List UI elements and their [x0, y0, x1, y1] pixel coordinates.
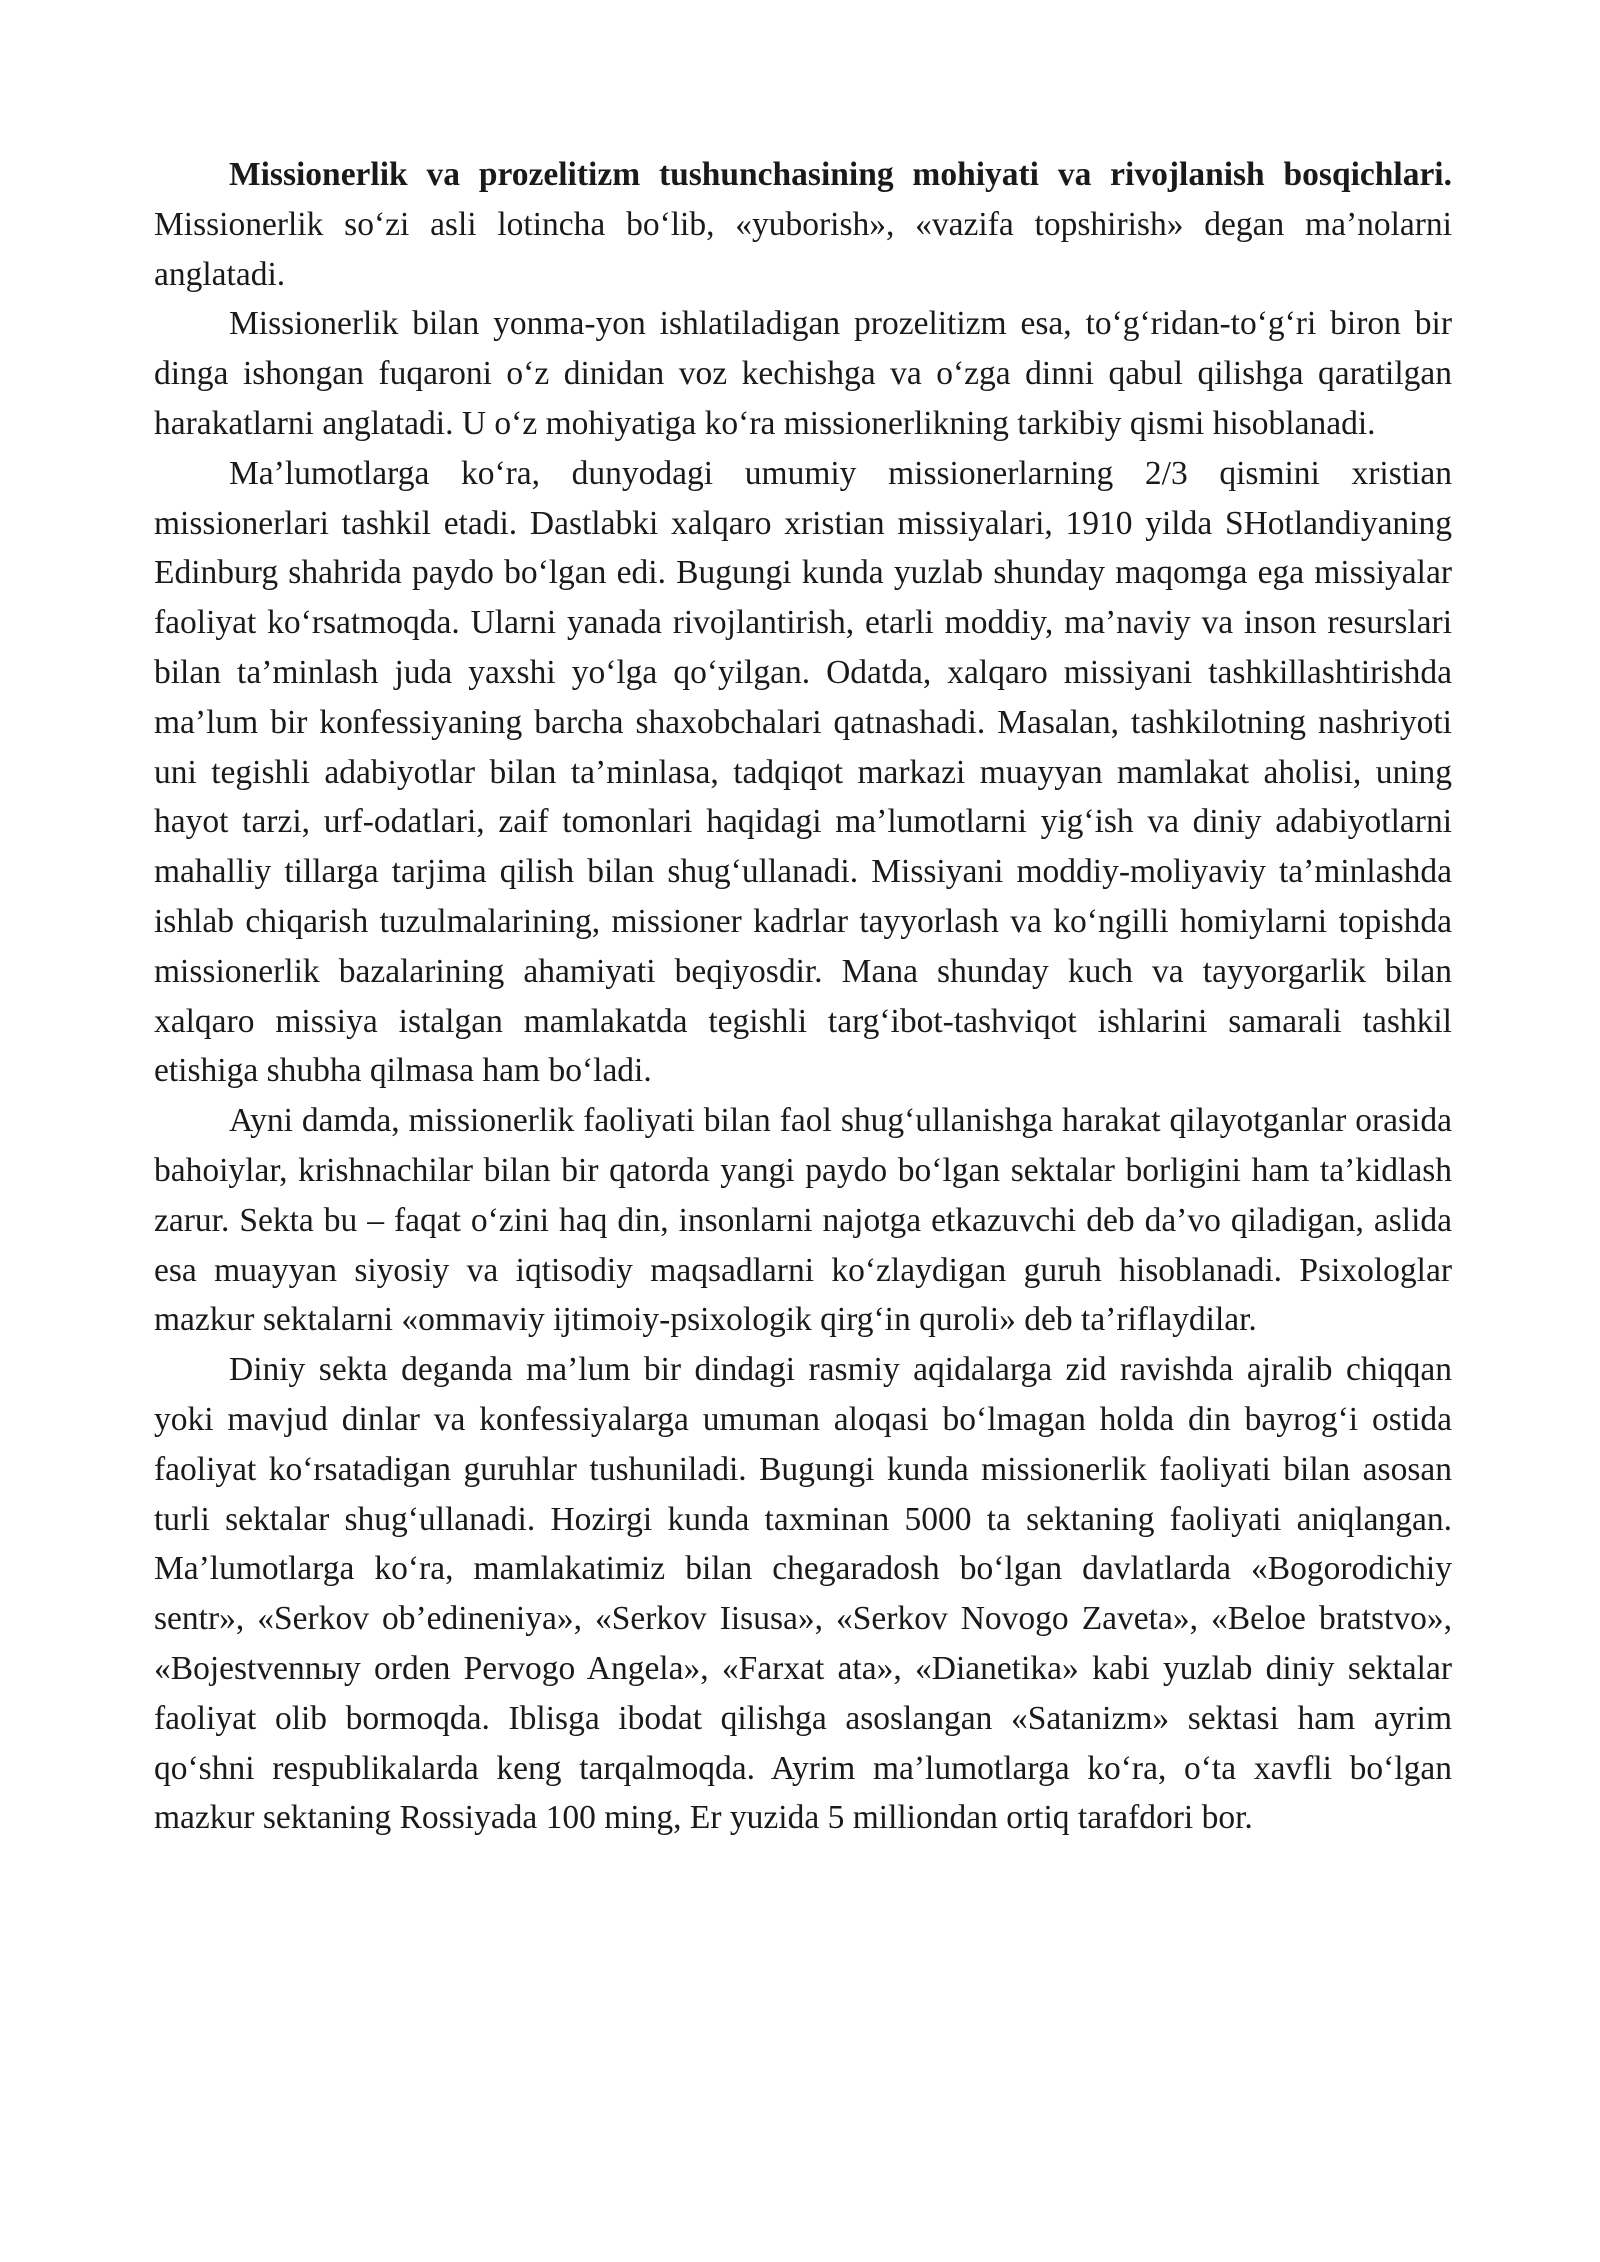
paragraph-1: [154, 150, 1452, 299]
paragraph-3: Ma’lumotlarga ko‘ra, dunyodagi umumiy missionerlarning 2/3 qismini xristian missionerlari tashkil etadi. Dastlabki xalqaro xristian missiyalari, 1910 yilda SHotlandiyaning Edinburg shahrida paydo bo‘lgan edi. Bugungi kunda yuzlab shunday maqomga ega missiyalar faoliyat ko‘rsatmoqda. Ularni yanada rivojlantirish, etarli moddiy, ma’naviy va inson resurslari bilan ta’minlash juda yaxshi yo‘lga qo‘yilgan. Odatda, xalqaro missiyani tashkillashtirishda ma’lum bir konfessiyaning barcha shaxobchalari qatnashadi. Masalan, tashkilotning nashriyoti uni tegishli adabiyotlar bilan ta’minlasa, tadqiqot markazi muayyan mamlakat aholisi, uning hayot tarzi, urf-odatlari, zaif tomonlari haqidagi ma’lumotlarni yig‘ish va diniy adabiyotlarni mahalliy tillarga tarjima qilish bilan shug‘ullanadi. Missiyani moddiy-moliyaviy ta’minlashda ishlab chiqarish tuzulmalarining, missioner kadrlar tayyorlash va ko‘ngilli homiylarni topishda missionerlik bazalarining ahamiyati beqiyosdir. Mana shunday kuch va tayyorgarlik bilan xalqaro missiya istalgan mamlakatda tegishli targ‘ibot-tashviqot ishlarini samarali tashkil etishiga shubha qilmasa ham bo‘ladi.: [154, 454, 1452, 1090]
paragraph-1-text: Missionerlik so‘zi asli lotincha bo‘lib, «yuborish», «vazifa topshirish» degan ma’nolarni anglatadi.: [154, 205, 1452, 293]
paragraph-5: Diniy sekta deganda ma’lum bir dindagi rasmiy aqidalarga zid ravishda ajralib chiqqan yoki mavjud dinlar va konfessiyalarga umuman aloqasi bo‘lmagan holda din bayrog‘i ostida faoliyat ko‘rsatadigan guruhlar tushuniladi. Bugungi kunda missionerlik faoliyati bilan asosan turli sektalar shug‘ullanadi. Hozirgi kunda taxminan 5000 ta sektaning faoliyati aniqlangan. Ma’lumotlarga ko‘ra, mamlakatimiz bilan chegaradosh bo‘lgan davlatlarda «Bogorodichiy sentr», «Serkov ob’edineniya», «Serkov Iisusa», «Serkov Novogo Zaveta», «Beloe bratstvo», «Bojestvennыy orden Pervogo Angela», «Farxat ata», «Dianetika» kabi yuzlab diniy sektalar faoliyat olib bormoqda. Iblisga ibodat qilishga asoslangan «Satanizm» sektasi ham ayrim qo‘shni respublikalarda keng tarqalmoqda. Ayrim ma’lumotlarga ko‘ra, o‘ta xavfli bo‘lgan mazkur sektaning Rossiyada 100 ming, Er yuzida 5 milliondan ortiq tarafdori bor.: [154, 1351, 1452, 1837]
section-heading: Missionerlik va prozelitizm tushunchasining mohiyati va rivojlanish bosqichlari.: [229, 156, 1452, 193]
document-page: [154, 150, 1452, 1843]
paragraph-2: Missionerlik bilan yonma-yon ishlatiladigan prozelitizm esa, to‘g‘ridan-to‘g‘ri biron bir dinga ishongan fuqaroni o‘z dinidan voz kechishga va o‘zga dinni qabul qilishga qaratilgan harakatlarni anglatadi. U o‘z mohiyatiga ko‘ra missionerlikning tarkibiy qismi hisoblanadi.: [154, 305, 1452, 442]
paragraph-4: Ayni damda, missionerlik faoliyati bilan faol shug‘ullanishga harakat qilayotganlar orasida bahoiylar, krishnachilar bilan bir qatorda yangi paydo bo‘lgan sektalar borligini ham ta’kidlash zarur. Sekta bu – faqat o‘zini haq din, insonlarni najotga etkazuvchi deb da’vo qiladigan, aslida esa muayyan siyosiy va iqtisodiy maqsadlarni ko‘zlaydigan guruh hisoblanadi. Psixologlar mazkur sektalarni «ommaviy ijtimoiy-psixologik qirg‘in quroli» deb ta’riflaydilar.: [154, 1102, 1452, 1339]
